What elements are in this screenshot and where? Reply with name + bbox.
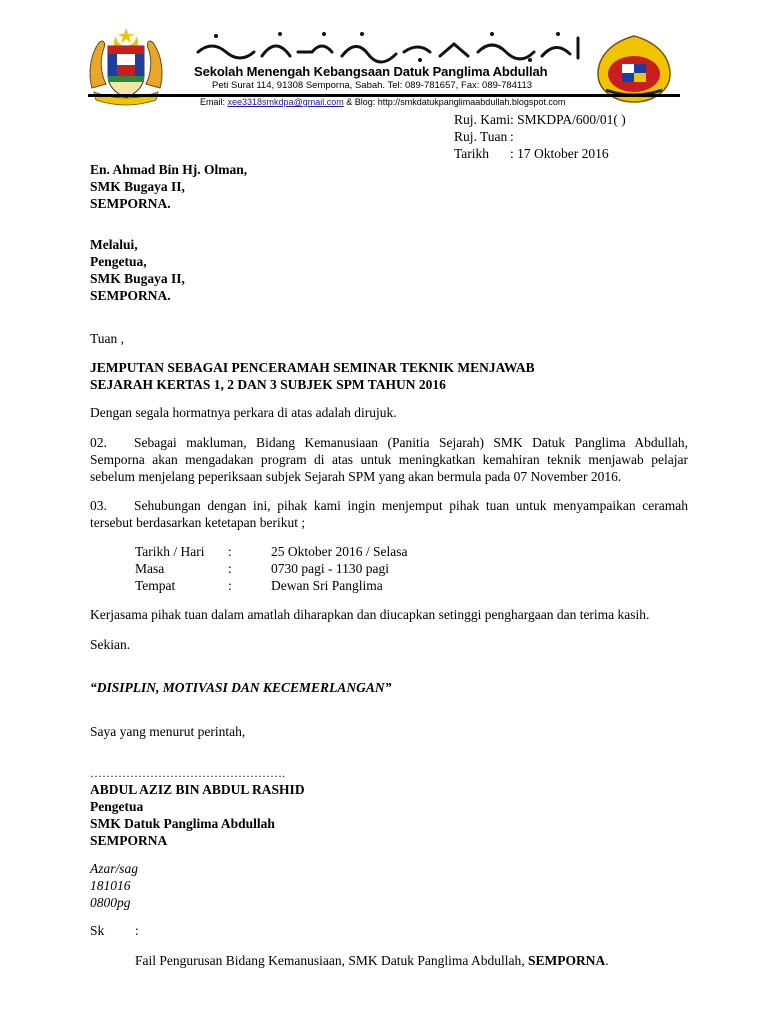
paragraph-03-text: Sehubungan dengan ini, pihak kami ingin menjemput pihak tuan untuk menyampaikan ceramah tersebut berdasarkan ketetapan berikut ;	[90, 498, 688, 530]
schedule-value: Dewan Sri Panglima	[271, 578, 383, 593]
via-title: Pengetua,	[90, 254, 147, 269]
ruj-tuan-value: :	[510, 129, 514, 144]
tarikh-label: Tarikh	[454, 146, 490, 161]
subject-line-1: JEMPUTAN SEBAGAI PENCERAMAH SEMINAR TEKNIK MENJAWAB	[90, 360, 535, 375]
ref-code: Azar/sag	[90, 861, 139, 876]
salutation: Tuan ,	[90, 331, 125, 346]
recipient-school: SMK Bugaya II,	[90, 179, 185, 194]
sk-label: Sk	[90, 923, 105, 938]
schedule-sep: :	[228, 578, 232, 593]
sk-copy-text: Fail Pengurusan Bidang Kemanusiaan, SMK Datuk Panglima Abdullah,	[135, 953, 528, 968]
ruj-tuan-label: Ruj. Tuan	[454, 129, 508, 144]
ref-code: 181016	[90, 878, 131, 893]
subject-line-2: SEJARAH KERTAS 1, 2 DAN 3 SUBJEK SPM TAHUN 2016	[90, 377, 446, 392]
signature-line: ………………………………………….	[90, 766, 285, 780]
contact-line	[200, 97, 660, 108]
ruj-kami-value: : SMKDPA/600/01( )	[510, 112, 626, 127]
sk-copy-town: SEMPORNA	[527, 953, 606, 968]
email-label: Email:	[200, 97, 228, 107]
schedule-value: 25 Oktober 2016 / Selasa	[271, 544, 408, 559]
closing-paragraph: Kerjasama pihak tuan dalam amatlah diharapkan dan diucapkan setinggi penghargaan dan terima kasih.	[90, 607, 650, 622]
schedule-key: Masa	[135, 561, 165, 576]
signatory-name: ABDUL AZIZ BIN ABDUL RASHID	[90, 782, 305, 797]
sk-separator: :	[135, 923, 139, 938]
signatory-school: SMK Datuk Panglima Abdullah	[90, 816, 275, 831]
via-town: SEMPORNA.	[90, 288, 171, 303]
jawi-school-name	[192, 30, 590, 64]
recipient-town: SEMPORNA.	[90, 196, 171, 211]
via-school: SMK Bugaya II,	[90, 271, 185, 286]
sk-copy-line	[135, 952, 735, 969]
ruj-kami-label: Ruj. Kami	[454, 112, 511, 127]
signatory-town: SEMPORNA	[90, 833, 168, 848]
sk-copy-end: .	[605, 953, 609, 968]
blog-link[interactable]: Blog: http://smkdatukpanglimaabdullah.blogspot.com	[354, 97, 566, 107]
signature-block	[90, 781, 305, 849]
jawi-text: سكوله منڠه كبڠسأن داتوق ڤڠليما عبدالله	[192, 30, 209, 31]
paragraph-02-number: 02.	[90, 435, 107, 450]
paragraph-02-text: Sebagai makluman, Bidang Kemanusiaan (Panitia Sejarah) SMK Datuk Panglima Abdullah, Semporna akan mengadakan program di atas untuk meningkatkan kemahiran teknik menjawab pelajar sebelum menjelang peperiksaan subjek Sejarah SPM yang akan bermula pada 07 November 2016.	[90, 435, 688, 484]
paragraph-02	[90, 434, 688, 485]
school-name: Sekolah Menengah Kebangsaan Datuk Panglima Abdullah	[194, 64, 548, 79]
sekian: Sekian.	[90, 637, 131, 652]
signatory-title: Pengetua	[90, 799, 144, 814]
signoff: Saya yang menurut perintah,	[90, 724, 246, 739]
paragraph-03	[90, 497, 688, 531]
via-block	[90, 236, 185, 304]
tarikh-value: : 17 Oktober 2016	[510, 146, 609, 161]
schedule-sep: :	[228, 561, 232, 576]
recipient-block	[90, 161, 247, 212]
paragraph-03-number: 03.	[90, 498, 107, 513]
recipient-name: En. Ahmad Bin Hj. Olman,	[90, 162, 248, 177]
school-motto: “DISIPLIN, MOTIVASI DAN KECEMERLANGAN”	[90, 680, 392, 695]
schedule-value: 0730 pagi - 1130 pagi	[271, 561, 389, 576]
schedule-key: Tempat	[135, 578, 176, 593]
schedule-key: Tarikh / Hari	[135, 544, 205, 559]
schedule-sep: :	[228, 544, 232, 559]
contact-separator: &	[343, 97, 355, 107]
subject-block	[90, 359, 535, 393]
school-address: Peti Surat 114, 91308 Semporna, Sabah. Tel: 089-781657, Fax: 089-784113	[212, 80, 533, 91]
via-label: Melalui,	[90, 237, 138, 252]
reference-codes	[90, 860, 138, 911]
email-link[interactable]: xee3318smkdpa@gmail.com	[227, 97, 344, 107]
intro-paragraph: Dengan segala hormatnya perkara di atas adalah dirujuk.	[90, 405, 397, 420]
ref-code: 0800pg	[90, 895, 131, 910]
